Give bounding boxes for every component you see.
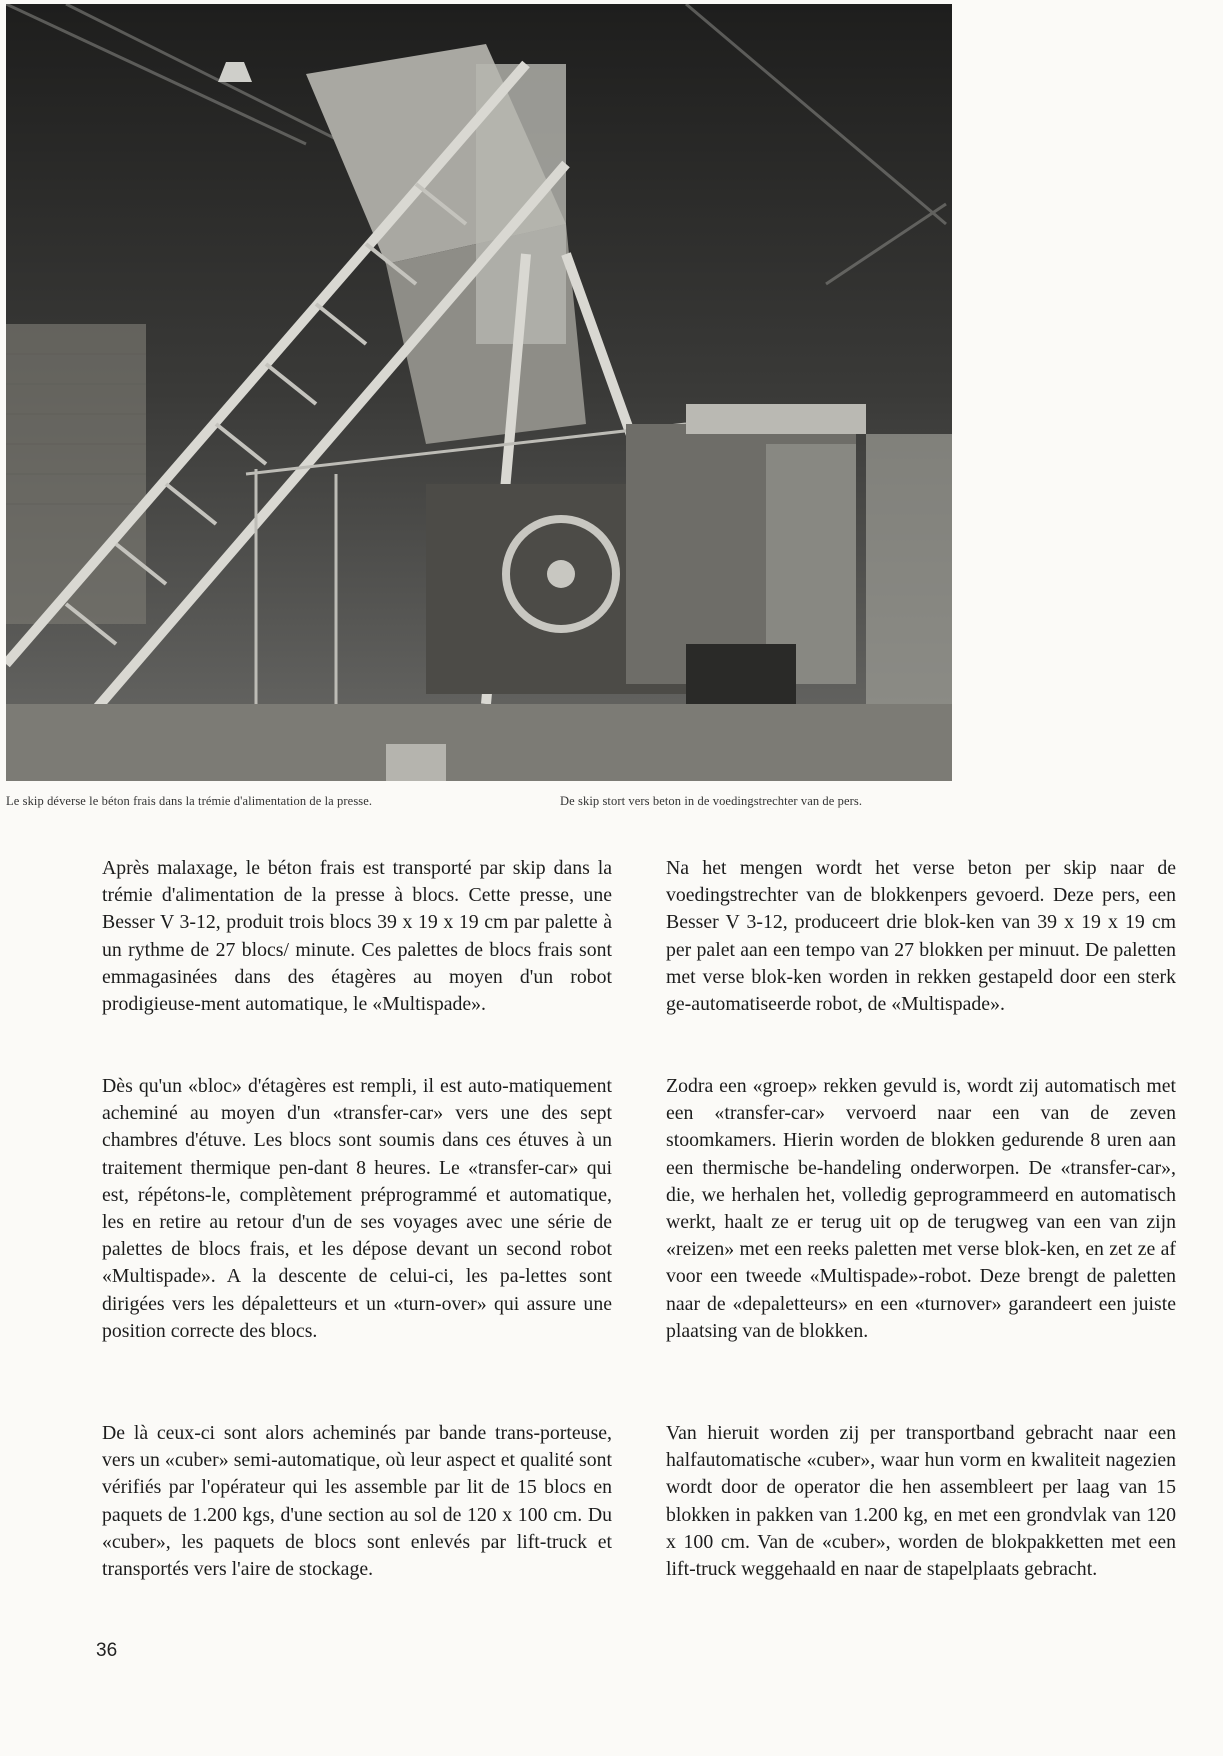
nl-paragraph-1 — [666, 855, 1176, 1018]
fr-paragraph-2-text: Dès qu'un «bloc» d'étagères est rempli, il est auto-matiquement acheminé au moyen d'un «transfer-car» vers une des sept chambres d'étuve. Les blocs sont soumis dans ces étuves à un traitement thermique pen-dant 8 heures. Le «transfer-car» qui est, répétons-le, complètement préprogrammé et automatique, les en retire au retour d'un de ses voyages avec une série de palettes de blocs frais, et les dépose devant un second robot «Multispade». A la descente de celui-ci, les pa-lettes sont dirigées vers les dépaletteurs et un «turn-over» qui assure une position correcte des blocs. — [102, 1075, 612, 1342]
photo-caption-fr: Le skip déverse le béton frais dans la trémie d'alimentation de la presse. — [6, 794, 373, 808]
fr-paragraph-1-text: Après malaxage, le béton frais est transporté par skip dans la trémie d'alimentation de la presse à blocs. Cette presse, une Besser V 3-12, produit trois blocs 39 x 19 x 19 cm par palette à un rythme de 27 blocs/ minute. Ces palettes de blocs frais sont emmagasinées dans des étagères au moyen d'un robot prodigieuse-ment automatique, le «Multispade». — [102, 857, 612, 1016]
nl-paragraph-3-text: Van hieruit worden zij per transportband gebracht naar een halfautomatische «cuber», waar hun vorm en kwaliteit nagezien wordt door de operator die hen assembleert per laag van 15 blokken in pakken van 1.200 kg, en met een grondvlak van 120 x 100 cm. Van de «cuber», worden de blokpakketten met een lift-truck weggehaald en naar de stapelplaats gebracht. — [666, 1422, 1176, 1581]
fr-paragraph-3 — [102, 1420, 612, 1583]
photo-caption-nl: De skip stort vers beton in de voedingstrechter van de pers. — [560, 794, 863, 808]
factory-photo — [6, 4, 952, 781]
nl-paragraph-1-text: Na het mengen wordt het verse beton per skip naar de voedingstrechter van de blokkenpers gevoerd. Deze pers, een Besser V 3-12, produceert drie blok-ken van 39 x 19 x 19 cm per palet aan een tempo van 27 blokken per minuut. De paletten met verse blok-ken worden in rekken gestapeld door een sterk ge-automatiseerde robot, de «Multispade». — [666, 857, 1176, 1016]
skip-hopper-illustration — [6, 4, 952, 781]
nl-paragraph-3 — [666, 1420, 1176, 1583]
fr-paragraph-2 — [102, 1073, 612, 1345]
fr-paragraph-1 — [102, 855, 612, 1018]
page-number: 36 — [96, 1640, 118, 1661]
fr-paragraph-3-text: De là ceux-ci sont alors acheminés par bande trans-porteuse, vers un «cuber» semi-automatique, où leur aspect et qualité sont vérifiés par l'opérateur qui les assemble par lit de 15 blocs en paquets de 1.200 kgs, d'une section au sol de 120 x 100 cm. Du «cuber», les paquets de blocs sont enlevés par lift-truck et transportés vers l'aire de stockage. — [102, 1422, 612, 1581]
nl-paragraph-2 — [666, 1073, 1176, 1345]
nl-paragraph-2-text: Zodra een «groep» rekken gevuld is, wordt zij automatisch met een «transfer-car» vervoerd naar een van de zeven stoomkamers. Hierin worden de blokken gedurende 8 uren aan een thermische be-handeling onderworpen. De «transfer-car», die, we herhalen het, volledig geprogrammeerd en automatisch werkt, haalt ze er terug uit op de terugweg van een van zijn «reizen» met een reeks paletten met verse blok-ken, en zet ze af voor een tweede «Multispade»-robot. Deze brengt de paletten naar de «depaletteurs» en een «turnover» garandeert een juiste plaatsing van de blokken. — [666, 1075, 1176, 1342]
